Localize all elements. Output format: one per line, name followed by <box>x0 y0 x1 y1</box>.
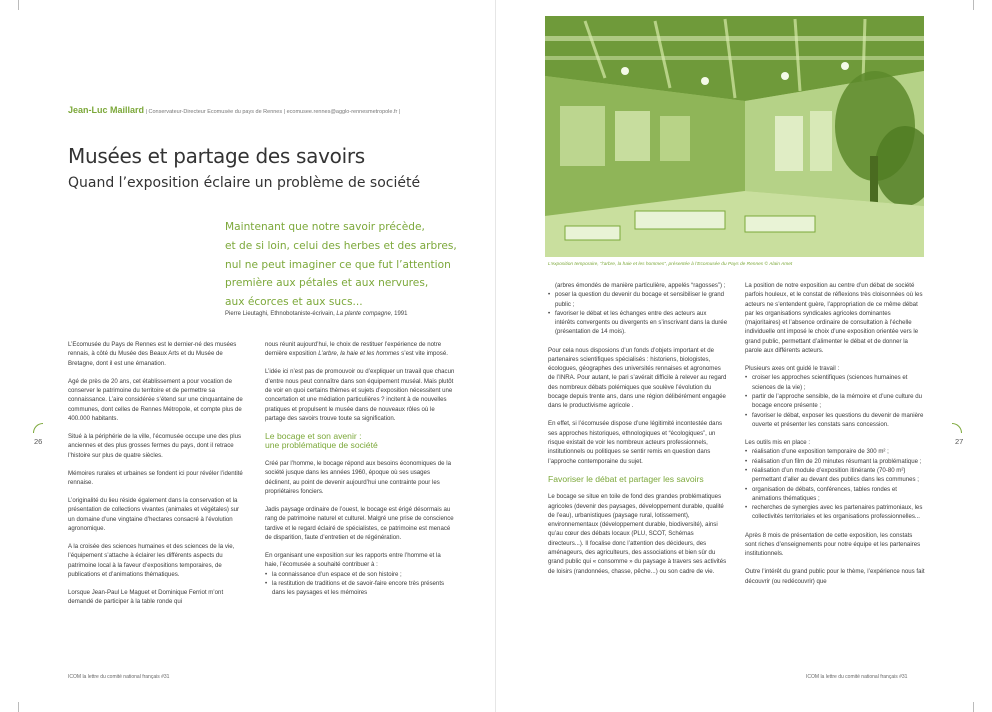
article-title: Musées et partage des savoirs <box>68 144 365 168</box>
paragraph: Les outils mis en place : <box>745 439 811 447</box>
page-number-left: 26 <box>34 437 43 446</box>
text-column-4 <box>745 281 925 595</box>
text-run: nous réunit aujourd’hui, le choix de restituer l’expérience de notre dernière exposition <box>265 341 442 358</box>
paragraph: Créé par l’homme, le bocage répond aux besoins économiques de la société jusque dans les années 1960, époque où ses usages déclinent, au point de devenir aujourd’hui une contrainte pour les propriétaires fonciers. <box>265 459 451 495</box>
list-item: • partir de l’approche sensible, de la mémoire et d’une culture du bocage encore présente ; <box>752 392 925 411</box>
paragraph: La position de notre exposition au centre d’un débat de société parfois houleux, et le constat de réflexions très cloisonnées où les acteurs ne s’entendent guère, l’appropriation de ce même débat par les organisations syndicales agricoles dominantes (majoritaires) et l’absence ordinaire de consultation à l’échelle individuelle ont imposé le choix d’une exposition orientée vers le grand public, permettant d’alimenter le débat et de donner la parole aux différents acteurs. <box>745 282 923 355</box>
quote-line: Maintenant que notre savoir précède, <box>225 221 425 233</box>
bullet-list <box>745 373 925 429</box>
quote-source-year: , 1991 <box>390 311 408 317</box>
list-item: • réalisation d’un module d’exposition itinérante (70-80 m²) permettant d’aller au devant des publics dans les communes ; <box>752 466 925 485</box>
crop-mark <box>973 0 974 10</box>
paragraph: En organisant une exposition sur les rapports entre l’homme et la haie, l’écomusée a souhaité contribuer à : <box>265 551 441 569</box>
text-column-2 <box>265 340 455 606</box>
list-item: • la connaissance d’un espace et de son histoire ; <box>272 570 455 579</box>
exhibition-title: L’arbre, la haie et les hommes <box>318 350 400 358</box>
list-item: • poser la question du devenir du bocage et sensibiliser le grand public ; <box>555 290 728 309</box>
quote-source-author: Pierre Lieutaghi, Ethnobotaniste-écrivain, <box>225 311 337 317</box>
exhibition-photo <box>545 16 924 257</box>
paragraph: Le bocage se situe en toile de fond des grandes problématiques agricoles (devenir des paysages, développement durable, qualité de l’eau), urbanistiques (paysage rural, lotissement), environnementaux (développement durable, biodiversité), ainsi qu’au cœur des débats locaux (PLU, SCOT, Schémas directeurs...). Il focalise donc l’attention des décideurs, des aménageurs, des agriculteurs, des associations et bien sûr du grand public qui « consomme » du paysage à travers ses activités de loisirs (randonnées, chasse, pêche...) ou son cadre de vie. <box>548 493 727 575</box>
quote-line: et de si loin, celui des herbes et des arbres, <box>225 239 457 252</box>
paragraph: Lorsque Jean-Paul Le Maguet et Dominique Ferriot m’ont demandé de participer à la table ronde qui <box>68 589 224 606</box>
author-line <box>68 105 488 115</box>
paragraph: Jadis paysage ordinaire de l’ouest, le bocage est érigé désormais au rang de patrimoine naturel et culturel. Malgré une prise de conscience tardive et le regard éclairé de spécialistes, ce patrimoine est menacé de disparition, faute d’entretien et de régénération. <box>265 505 454 541</box>
paragraph <box>265 340 455 359</box>
bullet-list <box>745 447 925 521</box>
paragraph: Après 8 mois de présentation de cette exposition, les constats sont riches d’enseignements pour notre équipe et les partenaires institutionnels. <box>745 531 921 558</box>
paragraph: En effet, si l’écomusée dispose d’une légitimité incontestée dans ses approches historiques, ethnologiques et “écologiques”, un risque existait de voir les nombreux acteurs professionnels, institutionnels ou politiques se sentir remis en question dans l’approche contemporaine du sujet. <box>548 420 723 465</box>
list-item: • recherches de synergies avec les partenaires patrimoniaux, les collectivités territoriales et les organisations professionnelles... <box>752 503 925 522</box>
text-run: s’est vite imposé. <box>399 350 448 358</box>
paragraph: A la croisée des sciences humaines et des sciences de la vie, l’équipement s’attache à éclairer les différents aspects du patrimoine local à la faveur d’expositions temporaires, de publications et d’animations thématiques. <box>68 543 235 578</box>
article-subtitle: Quand l’exposition éclaire un problème de société <box>68 175 421 191</box>
page-gutter <box>495 0 496 712</box>
heading-line: une problématique de société <box>265 440 378 451</box>
exhibition-photo-image <box>545 16 924 257</box>
section-heading <box>265 432 455 451</box>
footer-left: ICOM la lettre du comité national français #31 <box>68 674 170 680</box>
paragraph: L’originalité du lieu réside également dans la conservation et la présentation de collections vivantes (animales et végétales) sur un domaine d’une vingtaine d’hectares consacré à l’évolution agronomique. <box>68 497 240 532</box>
list-item: • favoriser le débat et les échanges entre des acteurs aux intérêts convergents ou divergents en s’inscrivant dans la durée (présentation de 14 mois). <box>555 309 728 337</box>
crop-mark <box>18 0 19 10</box>
paragraph: L’Ecomusée du Pays de Rennes est le dernier-né des musées rennais, à côté du Musée des Beaux Arts et du Musée de Bretagne, dont il est une émanation. <box>68 341 237 367</box>
quote-line: aux écorces et aux sucs... <box>225 296 363 309</box>
quote-source <box>225 311 407 317</box>
section-heading: Favoriser le débat et partager les savoirs <box>548 473 704 484</box>
author-name: Jean-Luc Maillard <box>68 105 145 115</box>
footer-right: ICOM la lettre du comité national français #31 <box>806 674 908 680</box>
paragraph: Outre l’intérêt du grand public pour le thème, l’expérience nous fait découvrir (ou redécouvrir) que <box>745 568 925 585</box>
paragraph: Plusieurs axes ont guidé le travail : <box>745 365 840 373</box>
paragraph: Mémoires rurales et urbaines se fondent ici pour révéler l’identité rennaise. <box>68 469 243 486</box>
bullet-list <box>548 281 728 337</box>
list-item: • réalisation d’une exposition temporaire de 300 m² ; <box>752 447 925 456</box>
quote-line: nul ne peut imaginer ce que fut l’attention <box>225 258 451 271</box>
quote-line: première aux pétales et aux nervures, <box>225 277 429 290</box>
crop-mark <box>18 702 19 712</box>
text-column-3 <box>548 281 728 585</box>
author-affiliation: | Conservateur-Directeur Ecomusée du pays de Rennes | ecomusee.rennes@agglo-rennesmetropole.fr | <box>145 109 401 115</box>
list-item: • croiser les approches scientifiques (sciences humaines et sciences de la vie) ; <box>752 373 925 392</box>
paragraph: Pour cela nous disposions d’un fonds d’objets important et de partenaires scientifiques spécialisés : historiens, biologistes, écologues, géographes des universités rennaises et agronomes de l’INRA. Pour autant, le pari s’avérait difficile à relever au regard des nombreux débats polémiques que soulève l’évolution du bocage depuis trente ans, dans une région délibérément engagée dans le productivisme agricole . <box>548 346 727 410</box>
list-item: (arbres émondés de manière particulière, appelés “ragosses”) ; <box>555 282 726 289</box>
list-item: • la restitution de traditions et de savoir-faire encore très présents dans les paysages et les mémoires <box>272 579 455 598</box>
photo-caption: L’exposition temporaire, “l’arbre, la haie et les hommes”, présentée à l’Ecomusée du Pays de Rennes © Alain Amet <box>548 262 793 267</box>
list-item: • réalisation d’un film de 20 minutes résumant la problématique ; <box>752 457 925 466</box>
quote-source-title: La plante compagne <box>336 311 391 317</box>
heading-line: Le bocage et son avenir : <box>265 430 362 441</box>
paragraph: L’idée ici n’est pas de promouvoir ou d’expliquer un travail que chacun d’entre nous peut connaître dans son équipement muséal. Mais plutôt de voir en quoi certains thèmes et sujets d’exposition nécessitent une concertation et une médiation particulières ? incitent à de nouvelles pratiques et propulsent le musée dans de nouveaux rôles où le partage des savoirs trouve toute sa signification. <box>265 368 455 422</box>
bullet-list <box>265 570 455 598</box>
epigraph-quote <box>225 218 465 312</box>
list-item: • favoriser le débat, exposer les questions du devenir de manière ouverte et présenter les constats sans concession. <box>752 411 925 430</box>
paragraph: Agé de près de 20 ans, cet établissement a pour vocation de conserver le patrimoine du territoire et de permettre sa connaissance. L’aire considérée s’étend sur une cinquantaine de communes, dont celles de Rennes Métropole, et compte plus de 400.000 habitants. <box>68 377 243 422</box>
crop-mark <box>973 702 974 712</box>
page-number-right: 27 <box>955 437 964 446</box>
text-column-1 <box>68 340 243 615</box>
list-item: • organisation de débats, conférences, tables rondes et animations thématiques ; <box>752 485 925 504</box>
paragraph: Situé à la périphérie de la ville, l’écomusée occupe une des plus anciennes et des plus grosses fermes du pays, dont il retrace l’histoire sur plus de quatre siècles. <box>68 432 242 459</box>
